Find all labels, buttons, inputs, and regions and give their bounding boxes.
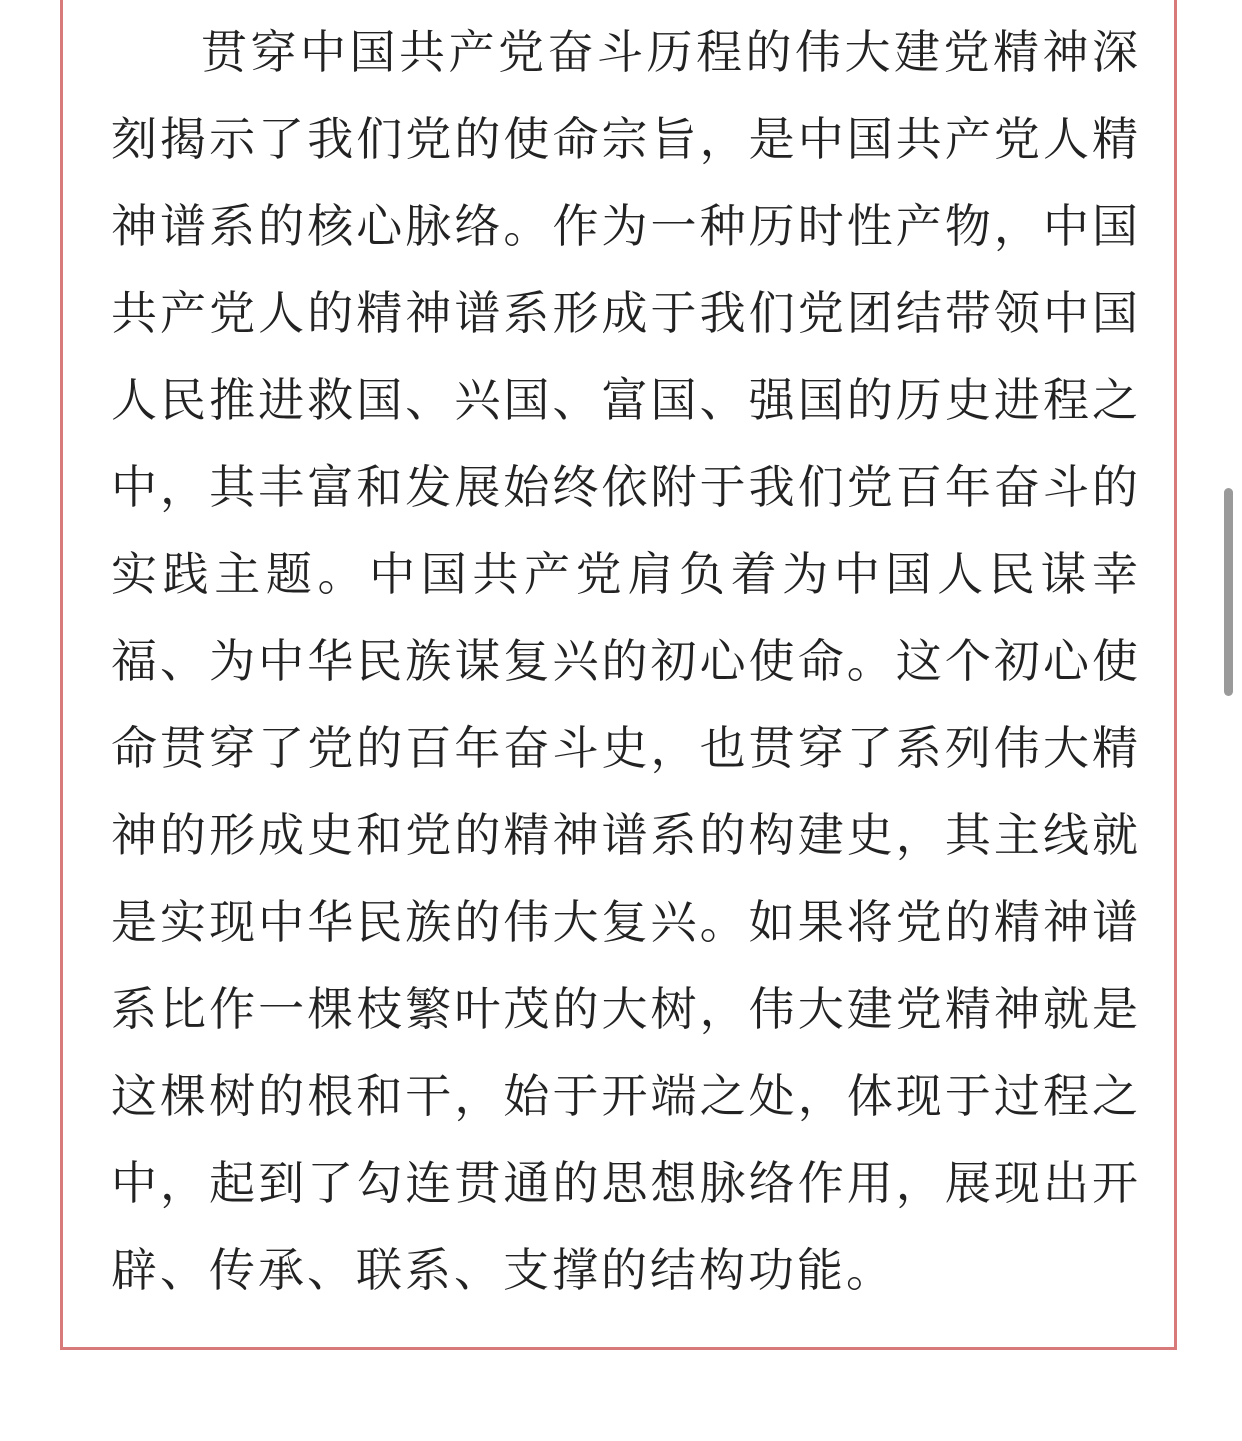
article-paragraph: 贯穿中国共产党奋斗历程的伟大建党精神深刻揭示了我们党的使命宗旨，是中国共产党人精神谱系的核心脉络。作为一种历时性产物，中国共产党人的精神谱系形成于我们党团结带领中国人民推进救国、兴国、富国、强国的历史进程之中，其丰富和发展始终依附于我们党百年奋斗的实践主题。中国共产党肩负着为中国人民谋幸福、为中华民族谋复兴的初心使命。这个初心使命贯穿了党的百年奋斗史，也贯穿了系列伟大精神的形成史和党的精神谱系的构建史，其主线就是实现中华民族的伟大复兴。如果将党的精神谱系比作一棵枝繁叶茂的大树，伟大建党精神就是这棵树的根和干，始于开端之处，体现于过程之中，起到了勾连贯通的思想脉络作用，展现出开辟、传承、联系、支撑的结构功能。 xyxy=(111,25,1141,1297)
article-frame xyxy=(60,0,1177,1350)
scrollbar-thumb[interactable] xyxy=(1224,488,1233,696)
